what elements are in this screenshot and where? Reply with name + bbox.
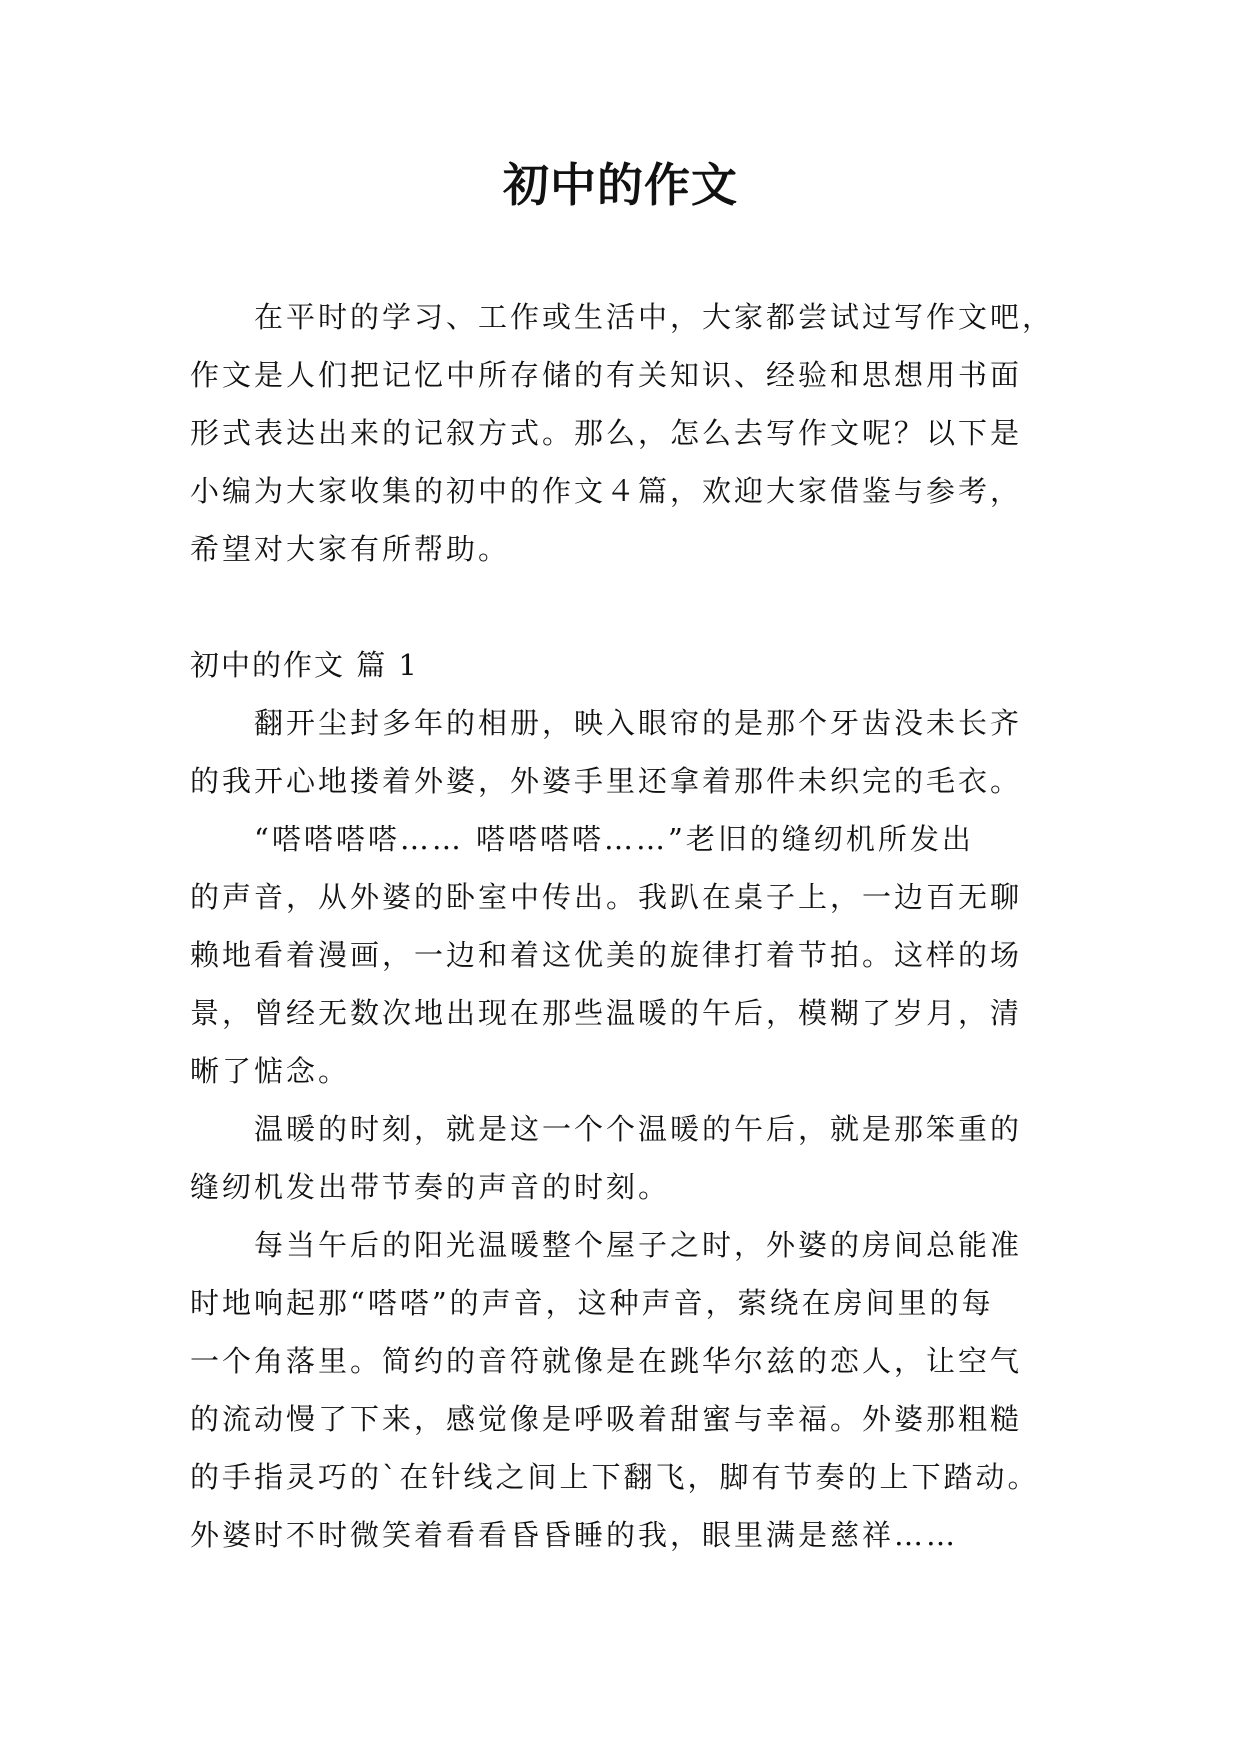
paragraph-line: 的手指灵巧的`在针线之间上下翻飞，脚有节奏的上下踏动。 — [190, 1460, 1040, 1494]
paragraph-line: 外婆时不时微笑着看看昏昏睡的我，眼里满是慈祥…… — [190, 1518, 959, 1552]
section-heading: 初中的作文 篇 1 — [190, 648, 419, 682]
article-section — [190, 636, 1050, 1564]
paragraph-line: 一个角落里。简约的音符就像是在跳华尔兹的恋人，让空气 — [190, 1344, 1023, 1378]
intro-line: 希望对大家有所帮助。 — [190, 532, 511, 566]
paragraph-line: 时地响起那“嗒嗒”的声音，这种声音，萦绕在房间里的每 — [190, 1286, 994, 1320]
article-paragraph — [190, 1216, 1050, 1564]
article-paragraph — [190, 1100, 1050, 1216]
paragraph-line: 赖地看着漫画，一边和着这优美的旋律打着节拍。这样的场 — [190, 938, 1023, 972]
paragraph-line: “嗒嗒嗒嗒…… 嗒嗒嗒嗒……”老旧的缝纫机所发出 — [254, 822, 974, 856]
intro-line: 作文是人们把记忆中所存储的有关知识、经验和思想用书面 — [190, 358, 1023, 392]
document-title: 初中的作文 — [503, 158, 738, 212]
intro-line: 在平时的学习、工作或生活中，大家都尝试过写作文吧， — [254, 300, 1055, 334]
paragraph-line: 景，曾经无数次地出现在那些温暖的午后，模糊了岁月，清 — [190, 996, 1023, 1030]
intro-line: 小编为大家收集的初中的作文４篇，欢迎大家借鉴与参考， — [190, 474, 1023, 508]
intro-paragraph — [190, 288, 1055, 578]
article-paragraph — [190, 694, 1050, 810]
paragraph-line: 晰了惦念。 — [190, 1054, 351, 1088]
paragraph-line: 温暖的时刻，就是这一个个温暖的午后，就是那笨重的 — [254, 1112, 1023, 1146]
article-paragraph — [190, 810, 1050, 1100]
paragraph-line: 每当午后的阳光温暖整个屋子之时，外婆的房间总能准 — [254, 1228, 1023, 1262]
paragraph-line: 的流动慢了下来，感觉像是呼吸着甜蜜与幸福。外婆那粗糙 — [190, 1402, 1023, 1436]
intro-line: 形式表达出来的记叙方式。那么，怎么去写作文呢？以下是 — [190, 416, 1023, 450]
paragraph-line: 的声音，从外婆的卧室中传出。我趴在桌子上，一边百无聊 — [190, 880, 1023, 914]
paragraph-line: 缝纫机发出带节奏的声音的时刻。 — [190, 1170, 671, 1204]
paragraph-line: 的我开心地搂着外婆，外婆手里还拿着那件未织完的毛衣。 — [190, 764, 1023, 798]
paragraph-line: 翻开尘封多年的相册，映入眼帘的是那个牙齿没未长齐 — [254, 706, 1023, 740]
